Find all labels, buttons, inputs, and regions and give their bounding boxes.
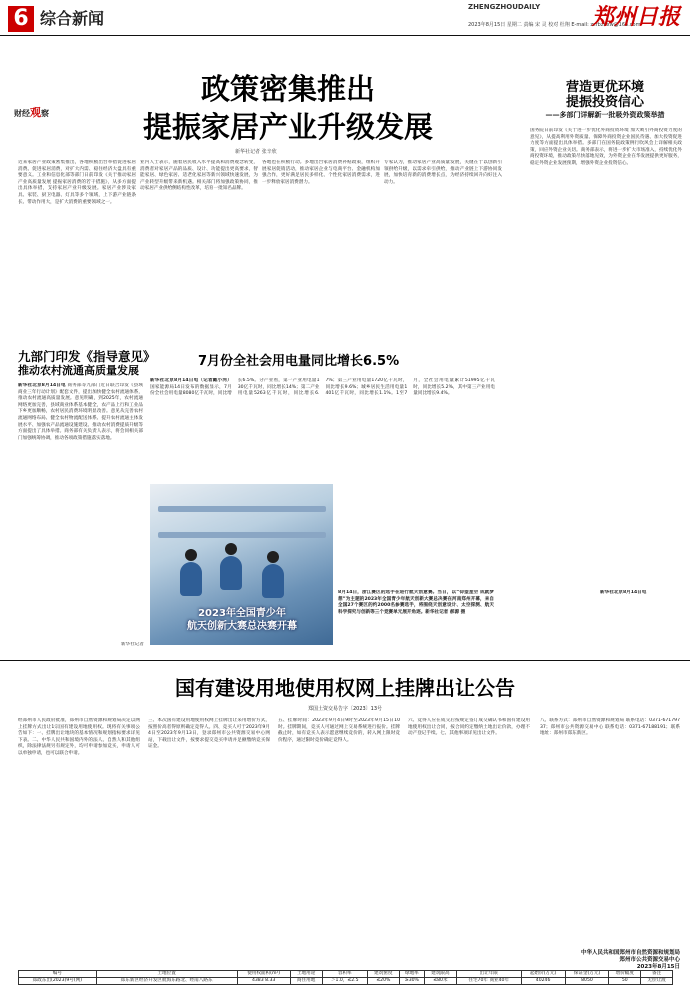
paper-pinyin: ZHENGZHOUDAILY bbox=[468, 3, 541, 11]
photo-shelf bbox=[158, 532, 326, 538]
page-number: 6 bbox=[8, 6, 34, 32]
guide-headline bbox=[18, 349, 156, 364]
header-cell: 土地用途 bbox=[290, 971, 322, 978]
land-ad-col3: 五、挂牌时间：2023年9月4日9时至2023年9月15日10时。挂牌期间，竞买人可通过网上交易系统进行报价。挂牌截止时，如有竞买人表示愿意继续竞价的，转入网上限时竞价程序，通过限时竞价确定竞得人。 bbox=[278, 718, 400, 743]
news-photo bbox=[150, 484, 333, 645]
land-ad-col2: 三、本次国有建设用地使用权网上挂牌出让采用增价方式，按照价高者得原则确定竞得人。四、竞买人可于2023年9月4日至2023年9月13日，登录郑州市公共资源交易中心网站，下载出让文件，按要求提交竞买申请并足额缴纳竞买保证金。 bbox=[148, 718, 270, 750]
land-ad-title: 国有建设用地使用权网上挂牌出让公告 bbox=[175, 676, 515, 700]
table-row bbox=[19, 978, 673, 985]
land-table-header-row bbox=[19, 971, 673, 978]
photo-caption bbox=[156, 607, 328, 633]
lead-body-col1: 近来家居产业政策密集推出，各地积极出台举措促进家居消费。促进家居消费，对扩大内需、稳住经济大盘具有重要意义。工业和信息化部等部门日前印发《关于推动家居产业高质量发展 提振家居消费的若干措施》，从多方面提出具体举措，支持家居产业升级发展。家居产业涉及家具、家装、厨卫电器、灯具等多个领域，上下游产业链条长、带动作用大，是扩大消费的重要领域之一。 bbox=[18, 160, 136, 205]
right-subheadline: ——多部门详解新一批吸外资政策举措 bbox=[545, 111, 665, 119]
issue-info: 2023年8月15日 星期二 责编 宋 灵 校对 杜翔 E-mail: zzrbzhxw@163.com bbox=[468, 22, 641, 28]
table-cell: 郑东新区经济开发区航海东路北、经南八路东 bbox=[96, 978, 237, 985]
header-cell: 建筑密度 bbox=[368, 971, 400, 978]
lead-byline: 新华社记者 张辛欣 bbox=[235, 149, 277, 155]
table-cell: ≤20% bbox=[368, 978, 400, 985]
power-lead-label: 新华社北京8月14日电（记者戴小河） bbox=[150, 378, 232, 383]
lead-headline-line2: 提振家居产业升级发展 bbox=[142, 110, 433, 144]
header-cell: 增价幅度 bbox=[609, 971, 641, 978]
land-ad-col4: 六、竞得人应在成交后按规定签订成交确认书和国有建设用地使用权出让合同，按合同约定缴纳土地出让价款，办理不动产登记手续。七、其他事项详见出让文件。 bbox=[408, 718, 530, 737]
photo-figure bbox=[262, 564, 284, 598]
power-body-text: 国家能源局14日发布的数据显示，7月份全社会用电量8080亿千瓦时，同比增长6.5%。分产业看，第一产业用电量130亿千瓦时，同比增长14%；第二产业用电量5263亿千瓦时，同比增长6.7%；第三产业用电量1720亿千瓦时，同比增长9.6%；城乡居民生活用电量1401亿千瓦时，同比增长1.1%。1至7月，全社会用电量累计51995亿千瓦时，同比增长5.2%，其中第三产业用电量同比增长9.4%。 bbox=[150, 378, 495, 397]
right-body: 国务院日前印发《关于进一步优化外商投资环境 加大吸引外商投资力度的意见》，从提高利用外资质量、保障外商投资企业国民待遇、加大投资促进力度等方面提出具体举措。多部门在国务院政策例行吹风会上详解相关政策，回应外资企业关切。商务部表示，将进一步扩大市场准入，持续优化外商投资环境，推动政策尽快落地见效，为外资企业在华发展提供更好服务，稳定外资企业发展预期，增强外资企业投资信心。 bbox=[530, 128, 682, 166]
issuer-line2: 郑州市公共资源交易中心 bbox=[619, 957, 680, 963]
column-tag bbox=[14, 108, 49, 119]
table-cell: 4383 8.33 bbox=[237, 978, 290, 985]
right-headline-line2: 提振投资信心 bbox=[565, 95, 644, 110]
table-cell: 无偿让渡 bbox=[641, 978, 673, 985]
newspaper-logo: 郑州日报 bbox=[592, 4, 681, 30]
guide-body bbox=[18, 383, 143, 639]
column-tag-mark: 观 bbox=[30, 106, 41, 119]
land-ad-number: 郑国土资交易告字〔2023〕13号 bbox=[307, 706, 383, 712]
header-cell: 建筑限高 bbox=[425, 971, 457, 978]
table-cell: 40246 bbox=[521, 978, 565, 985]
right-headline bbox=[530, 80, 680, 110]
photo-credit: 8月14日，浙江赛区的选手在进行航天创意赛。当日，以“仰望星空 成就梦想”为主题的2023年全国青少年航天创新大赛总决赛在河南郑州开幕，来自全国27个赛区的约2000名参赛选手，将围绕天创意设计、太空探测、航天科学探究与创新等三个竞赛单元展开角逐。新华社记者 郝源 摄 bbox=[338, 590, 494, 615]
table-cell: ≥30% bbox=[399, 978, 424, 985]
column-tag-a: 财经 bbox=[14, 109, 30, 118]
issuer-line1: 中华人民共和国郑州市自然资源和规划局 bbox=[580, 950, 680, 956]
lead-headline-line1: 政策密集推出 bbox=[200, 72, 375, 106]
right-credit: 新华社北京8月14日电 bbox=[600, 590, 647, 595]
header-cell: 使用权面积(m²) bbox=[237, 971, 290, 978]
issuer-date: 2023年8月15日 bbox=[636, 964, 680, 970]
photo-caption-line2: 航天创新大赛总决赛开幕 bbox=[187, 621, 297, 632]
lead-body-col4: 专家认为，推动家居产业高质量发展，关键在于以创新引领供给升级，以需求牵引供给，推动产业链上下游协同发展，加快培育新的消费增长点，为经济持续回升向好注入动力。 bbox=[384, 160, 502, 185]
column-tag-b: 察 bbox=[41, 109, 49, 118]
land-parcel-table bbox=[18, 970, 673, 985]
guide-headline-line1: 九部门印发《指导意见》 bbox=[18, 349, 156, 364]
land-ad-issuer bbox=[540, 950, 680, 971]
table-cell: ≤80米 bbox=[425, 978, 457, 985]
power-body bbox=[150, 378, 495, 478]
table-cell: 商住用地 bbox=[290, 978, 322, 985]
land-ad-col1: 经郑州市人民政府批准，郑州市自然资源和规划局决定以网上挂牌方式出让1宗国有建设用地使用权。现将有关事项公告如下：一、挂牌出让地块的基本情况和规划指标要求详见下表。二、中华人民共和国境内外的法人、自然人和其他组织，除法律法规另有规定外，均可申请参加竞买，申请人可以单独申请，也可以联合申请。 bbox=[18, 718, 140, 756]
header-cell: 出让年限 bbox=[456, 971, 521, 978]
table-cell: 郑政东出(2023)9号(网) bbox=[19, 978, 97, 985]
header-cell: 容积率 bbox=[322, 971, 368, 978]
guide-lead-label: 新华社北京8月14日电 bbox=[18, 383, 66, 388]
table-cell: ＞1.0，≤2.5 bbox=[322, 978, 368, 985]
lead-headline bbox=[118, 70, 458, 146]
table-cell: 住宅70年 商业40年 bbox=[456, 978, 521, 985]
lead-body-col2: 业内人士表示，随着居民收入水平提高和消费观念转变，消费者对家居产品的品质、设计、功能提出更高要求，智能家居、绿色家居、适老化家居等新兴领域快速发展，为产业转型升级带来新机遇。相关部门将加强政策协同，推动家居产业供给侧结构性改革，培育一批知名品牌。 bbox=[140, 160, 258, 192]
header-cell: 绿地率 bbox=[399, 971, 424, 978]
right-headline-line1: 营造更优环境 bbox=[565, 80, 644, 95]
photo-shelf bbox=[158, 506, 326, 512]
table-cell: 8050 bbox=[565, 978, 609, 985]
guide-credit: 新华社记者 bbox=[121, 642, 144, 647]
guide-subheadline: 推动农村流通高质量发展 bbox=[18, 364, 139, 377]
land-ad-col5: 八、联系方式：郑州市自然资源和规划局 联系电话：0371-67179737；郑州市公共资源交易中心 联系电话：0371-67188191；联系地址：郑州市郑东新区。 bbox=[540, 718, 680, 737]
photo-figure bbox=[220, 556, 242, 590]
power-headline: 7月份全社会用电量同比增长6.5% bbox=[198, 354, 400, 369]
photo-figure bbox=[180, 562, 202, 596]
section-name: 综合新闻 bbox=[40, 9, 105, 28]
header-cell: 起始价(万元) bbox=[521, 971, 565, 978]
lead-body-col3: 各地也在积极行动。多地出台家居消费补贴政策，组织开展家居促销活动，推动家居企业与电商平台、金融机构加强合作，更好满足居民多样化、个性化家居消费需求，进一步释放家居消费潜力。 bbox=[262, 160, 380, 185]
header-cell: 土地位置 bbox=[96, 971, 237, 978]
header-cell: 编号 bbox=[19, 971, 97, 978]
table-cell: 50 bbox=[609, 978, 641, 985]
photo-caption-line1: 2023年全国青少年 bbox=[198, 608, 286, 619]
header-cell: 保证金(万元) bbox=[565, 971, 609, 978]
header-cell: 备注 bbox=[641, 971, 673, 978]
guide-body-text: 商务部等九部门近日联合印发《县域商业三年行动计划》配套文件，提出加快健全农村流通体系，推动农村流通高质量发展。意见明确，到2025年，农村流通网络更加完善，县域商业体系基本健全，农产品上行和工业品下乡更加顺畅，农村居民消费环境明显改善。意见从完善农村流通网络布局、健全农村物流配送体系、提升农村流通主体发展水平、加强农产品流通设施建设、推动农村消费提质升级等方面提出了具体举措。商务部有关负责人表示，将会同相关部门加强统筹协调，推动各项政策措施落实落地。 bbox=[18, 383, 143, 441]
